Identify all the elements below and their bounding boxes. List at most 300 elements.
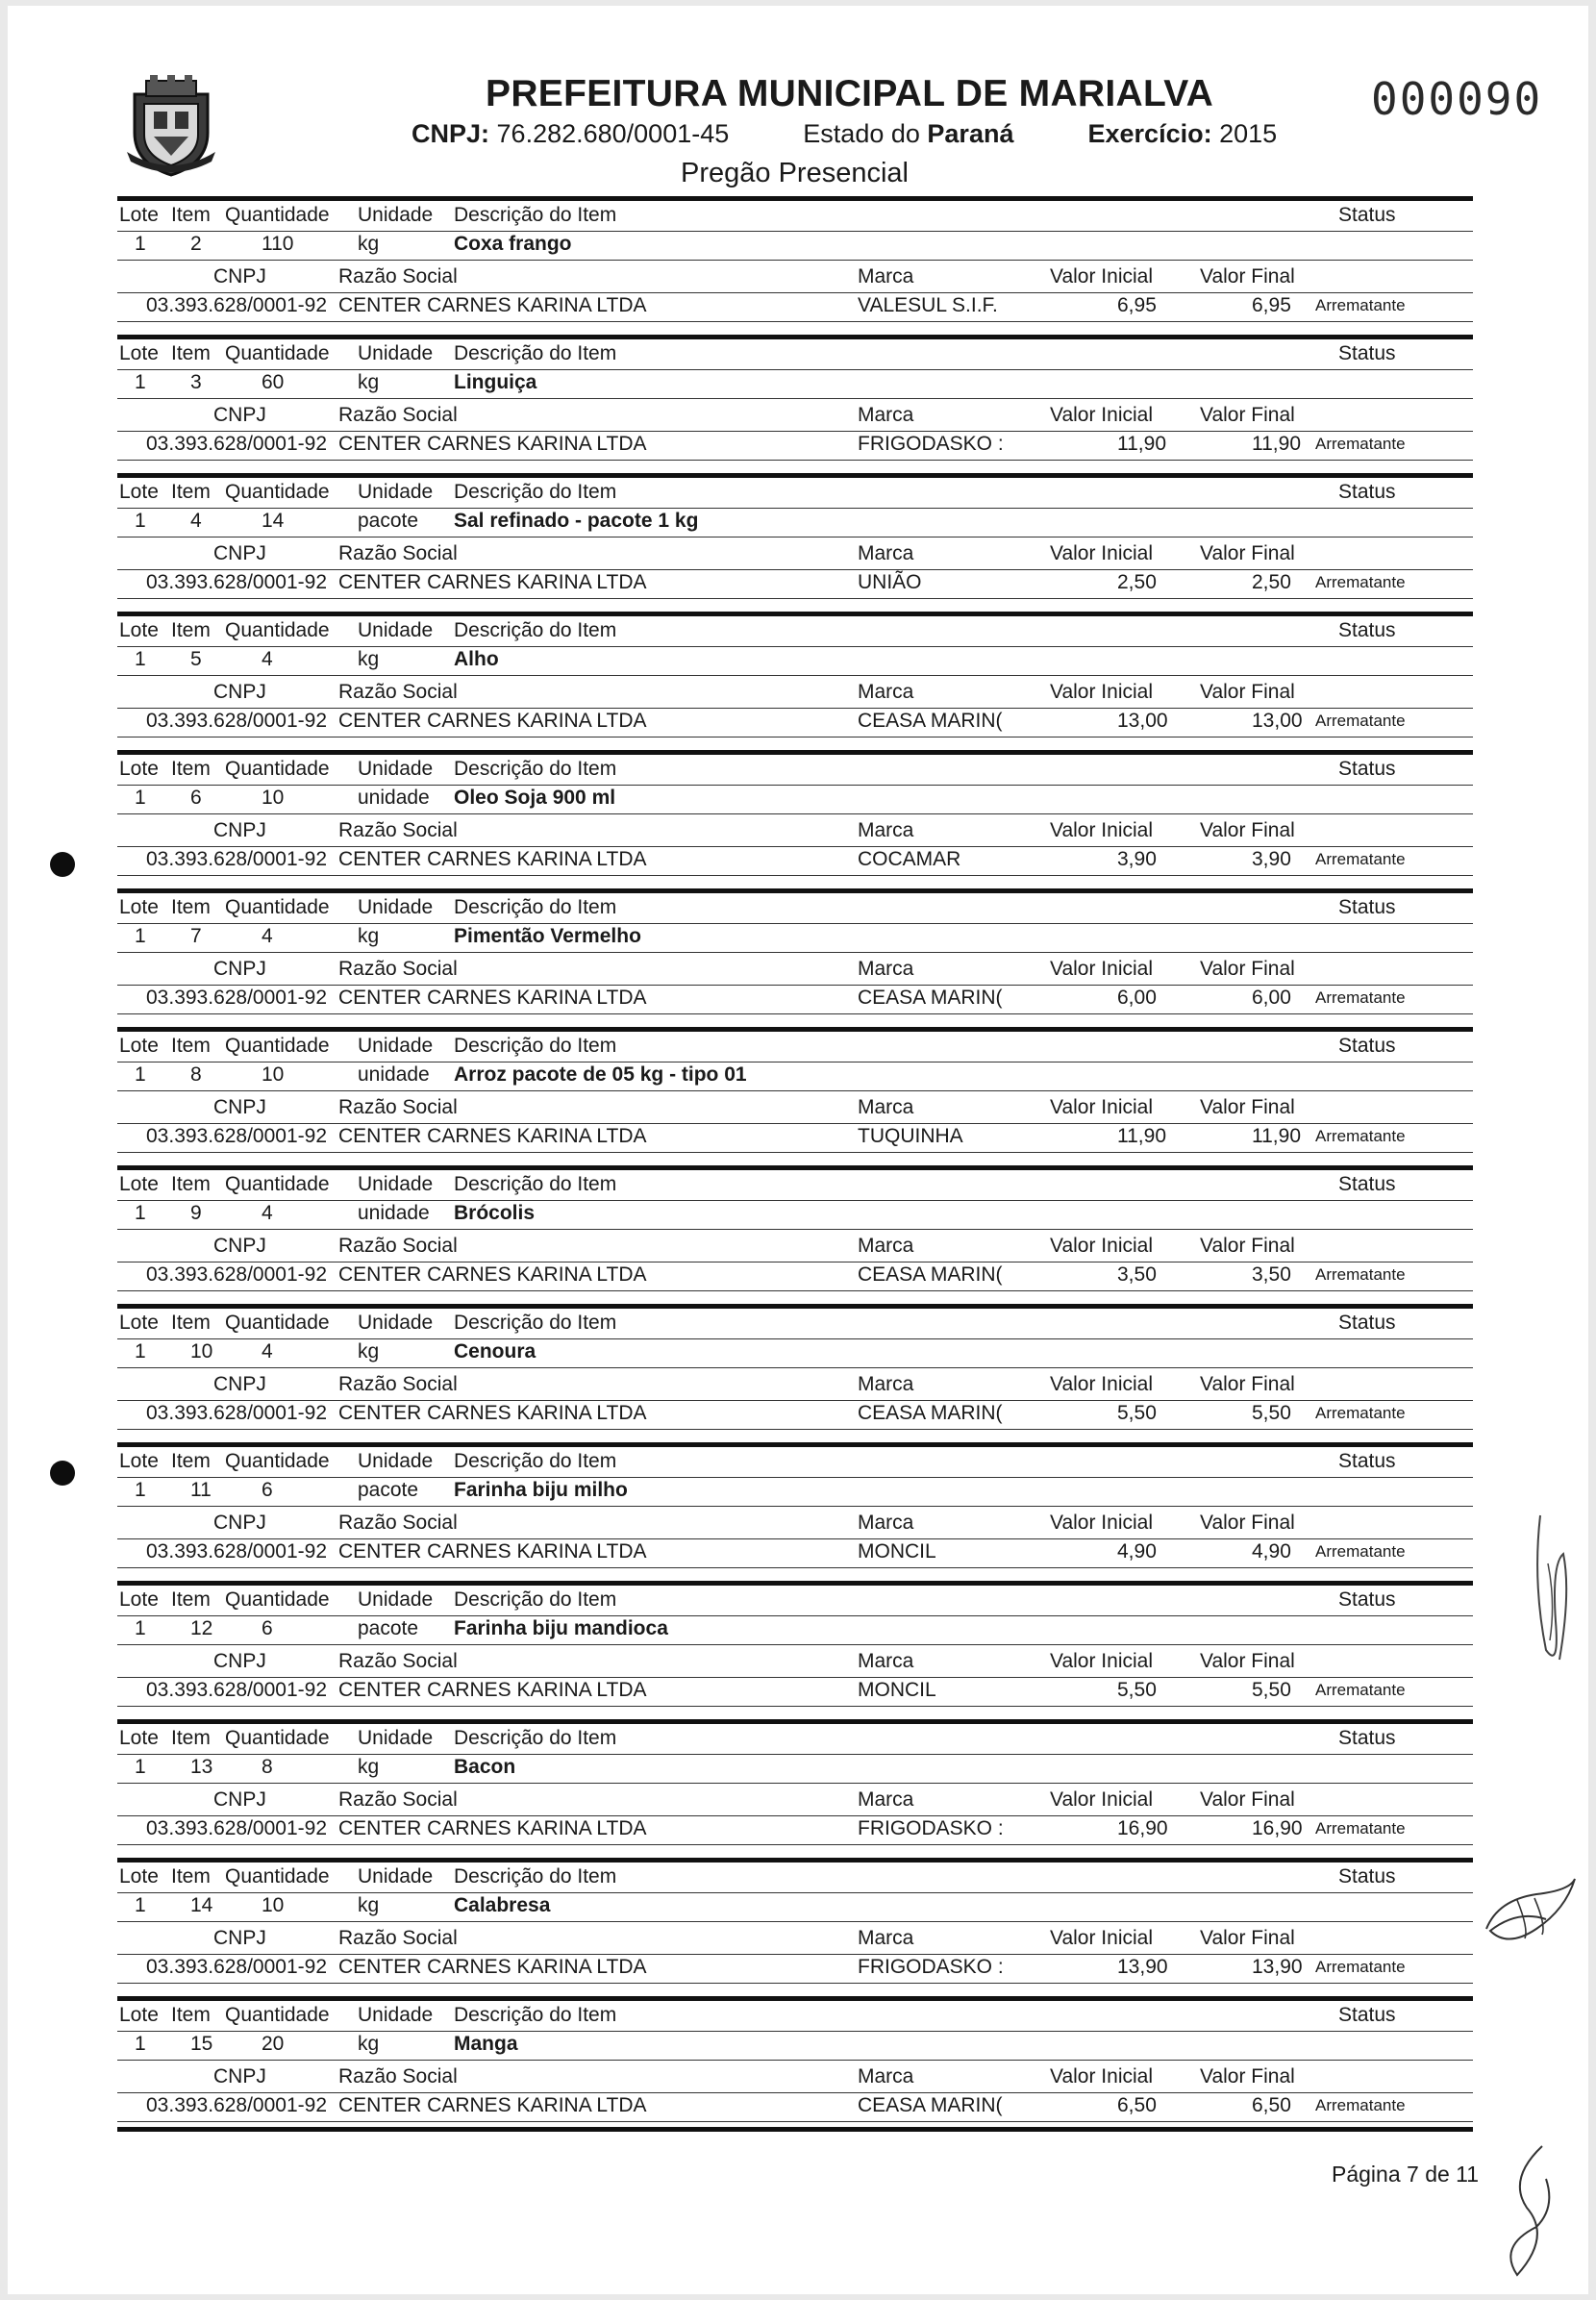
cnpj-value: 03.393.628/0001-92 (146, 571, 328, 593)
lote-value: 1 (135, 1894, 146, 1916)
bid-header-row (117, 542, 1473, 570)
bid-header-row (117, 1650, 1473, 1678)
bid-values-row (117, 1402, 1473, 1430)
razao-label: Razão Social (338, 265, 458, 288)
unidade-label: Unidade (358, 1865, 434, 1888)
quantidade-value: 4 (262, 925, 273, 947)
marca-value: VALESUL S.I.F. (858, 294, 998, 316)
block-divider (117, 1442, 1473, 1447)
quantidade-value: 110 (262, 233, 294, 255)
block-divider (117, 1304, 1473, 1309)
valor-final-value: 4,90 (1252, 1540, 1291, 1562)
valor-final-value: 6,50 (1252, 2094, 1291, 2116)
unidade-label: Unidade (358, 1173, 434, 1195)
page-title: PREFEITURA MUNICIPAL DE MARIALVA (486, 73, 1214, 114)
descricao-label: Descrição do Item (454, 896, 617, 918)
lote-value: 1 (135, 1340, 146, 1362)
marca-label: Marca (858, 1096, 914, 1118)
unidade-label: Unidade (358, 1588, 434, 1611)
unidade-value: kg (358, 1756, 380, 1778)
item-header-row (117, 1727, 1473, 1755)
bid-values-row (117, 710, 1473, 738)
items-list (117, 196, 1473, 2135)
valor-final-label: Valor Final (1200, 681, 1295, 703)
marca-label: Marca (858, 1650, 914, 1672)
unidade-value: kg (358, 1894, 380, 1916)
razao-label: Razão Social (338, 819, 458, 841)
block-divider (117, 2127, 1473, 2132)
quantidade-label: Quantidade (225, 1312, 330, 1334)
status-value: Arrematante (1315, 1127, 1406, 1145)
unidade-value: kg (358, 233, 380, 255)
descricao-label: Descrição do Item (454, 1450, 617, 1472)
item-values-row (117, 1617, 1473, 1645)
razao-value: CENTER CARNES KARINA LTDA (338, 1402, 647, 1424)
item-label: Item (171, 204, 211, 226)
block-divider (117, 1996, 1473, 2001)
item-values-row (117, 1894, 1473, 1922)
valor-final-label: Valor Final (1200, 1927, 1295, 1949)
handwritten-initial-icon (1527, 1506, 1584, 1679)
valor-inicial-label: Valor Inicial (1050, 1650, 1153, 1672)
valor-final-label: Valor Final (1200, 265, 1295, 288)
item-label: Item (171, 1173, 211, 1195)
bid-values-row (117, 987, 1473, 1014)
razao-label: Razão Social (338, 1650, 458, 1672)
unidade-value: unidade (358, 1202, 430, 1224)
unidade-label: Unidade (358, 1450, 434, 1472)
lote-label: Lote (119, 481, 159, 503)
valor-inicial-value: 13,90 (1117, 1956, 1168, 1978)
status-label: Status (1338, 204, 1396, 226)
item-value: 14 (190, 1894, 213, 1916)
status-value: Arrematante (1315, 1542, 1406, 1561)
item-values-row (117, 925, 1473, 953)
razao-label: Razão Social (338, 958, 458, 980)
valor-inicial-label: Valor Inicial (1050, 404, 1153, 426)
item-header-row (117, 1035, 1473, 1062)
valor-inicial-label: Valor Inicial (1050, 1096, 1153, 1118)
unidade-value: unidade (358, 787, 430, 809)
marca-value: MONCIL (858, 1679, 936, 1701)
item-label: Item (171, 1312, 211, 1334)
lote-label: Lote (119, 1588, 159, 1611)
descricao-label: Descrição do Item (454, 619, 617, 641)
bid-header-row (117, 404, 1473, 432)
razao-value: CENTER CARNES KARINA LTDA (338, 1540, 647, 1562)
lote-label: Lote (119, 1450, 159, 1472)
lote-label: Lote (119, 342, 159, 364)
valor-inicial-value: 6,00 (1117, 987, 1157, 1009)
cnpj-col-label: CNPJ (213, 1650, 266, 1672)
quantidade-value: 6 (262, 1479, 273, 1501)
quantidade-value: 6 (262, 1617, 273, 1639)
quantidade-label: Quantidade (225, 758, 330, 780)
item-value: 5 (190, 648, 202, 670)
exercicio-value: 2015 (1219, 119, 1278, 148)
status-value: Arrematante (1315, 712, 1406, 730)
item-header-row (117, 1588, 1473, 1616)
bid-values-row (117, 433, 1473, 461)
item-values-row (117, 510, 1473, 538)
item-label: Item (171, 1588, 211, 1611)
marca-value: FRIGODASKO : (858, 1956, 1004, 1978)
valor-final-label: Valor Final (1200, 542, 1295, 564)
block-divider (117, 1719, 1473, 1724)
bid-values-row (117, 2094, 1473, 2122)
item-values-row (117, 1479, 1473, 1507)
valor-inicial-label: Valor Inicial (1050, 1927, 1153, 1949)
item-block (117, 1858, 1473, 1996)
lote-value: 1 (135, 233, 146, 255)
item-value: 3 (190, 371, 202, 393)
bid-header-row (117, 1512, 1473, 1539)
valor-final-label: Valor Final (1200, 2065, 1295, 2088)
marca-value: FRIGODASKO : (858, 433, 1004, 455)
cnpj-value: 03.393.628/0001-92 (146, 848, 328, 870)
descricao-label: Descrição do Item (454, 758, 617, 780)
cnpj-col-label: CNPJ (213, 2065, 266, 2088)
item-label: Item (171, 619, 211, 641)
valor-final-label: Valor Final (1200, 1650, 1295, 1672)
valor-inicial-label: Valor Inicial (1050, 2065, 1153, 2088)
item-value: 7 (190, 925, 202, 947)
status-value: Arrematante (1315, 1958, 1406, 1976)
valor-final-value: 16,90 (1252, 1817, 1303, 1839)
valor-inicial-value: 4,90 (1117, 1540, 1157, 1562)
descricao-value: Linguiça (454, 371, 537, 393)
unidade-value: kg (358, 371, 380, 393)
quantidade-label: Quantidade (225, 619, 330, 641)
status-value: Arrematante (1315, 296, 1406, 314)
status-value: Arrematante (1315, 1819, 1406, 1838)
cnpj-value: 03.393.628/0001-92 (146, 1540, 328, 1562)
item-header-row (117, 1865, 1473, 1893)
quantidade-label: Quantidade (225, 1450, 330, 1472)
modality-title: Pregão Presencial (681, 158, 909, 188)
lote-value: 1 (135, 1756, 146, 1778)
descricao-value: Farinha biju mandioca (454, 1617, 668, 1639)
valor-inicial-value: 13,00 (1117, 710, 1168, 732)
lote-value: 1 (135, 1063, 146, 1086)
bid-values-row (117, 1263, 1473, 1291)
cnpj-label: CNPJ: (411, 119, 490, 148)
status-value: Arrematante (1315, 1265, 1406, 1284)
quantidade-label: Quantidade (225, 1035, 330, 1057)
quantidade-label: Quantidade (225, 342, 330, 364)
bid-header-row (117, 2065, 1473, 2093)
cnpj-value: 03.393.628/0001-92 (146, 2094, 328, 2116)
item-value: 8 (190, 1063, 202, 1086)
bid-header-row (117, 1235, 1473, 1262)
page-stamp-number: 000090 (1371, 73, 1543, 125)
lote-value: 1 (135, 1617, 146, 1639)
item-values-row (117, 371, 1473, 399)
cnpj-value: 76.282.680/0001-45 (496, 119, 730, 148)
lote-label: Lote (119, 2004, 159, 2026)
cnpj-col-label: CNPJ (213, 681, 266, 703)
descricao-label: Descrição do Item (454, 1173, 617, 1195)
status-label: Status (1338, 1865, 1396, 1888)
item-label: Item (171, 896, 211, 918)
razao-value: CENTER CARNES KARINA LTDA (338, 1817, 647, 1839)
item-value: 12 (190, 1617, 213, 1639)
status-value: Arrematante (1315, 573, 1406, 591)
page-number: Página 7 de 11 (1332, 2162, 1480, 2187)
descricao-value: Manga (454, 2033, 518, 2055)
valor-inicial-value: 16,90 (1117, 1817, 1168, 1839)
marca-value: CEASA MARIN( (858, 1263, 1003, 1286)
cnpj-col-label: CNPJ (213, 1927, 266, 1949)
cnpj-value: 03.393.628/0001-92 (146, 1125, 328, 1147)
item-header-row (117, 896, 1473, 924)
quantidade-value: 4 (262, 1202, 273, 1224)
valor-final-label: Valor Final (1200, 958, 1295, 980)
municipal-crest-icon (125, 75, 217, 179)
lote-value: 1 (135, 1202, 146, 1224)
status-label: Status (1338, 619, 1396, 641)
cnpj-value: 03.393.628/0001-92 (146, 1817, 328, 1839)
marca-label: Marca (858, 958, 914, 980)
block-divider (117, 196, 1473, 201)
descricao-value: Calabresa (454, 1894, 551, 1916)
cnpj-value: 03.393.628/0001-92 (146, 294, 328, 316)
descricao-label: Descrição do Item (454, 1588, 617, 1611)
lote-value: 1 (135, 510, 146, 532)
marca-label: Marca (858, 542, 914, 564)
razao-label: Razão Social (338, 542, 458, 564)
razao-label: Razão Social (338, 1373, 458, 1395)
marca-label: Marca (858, 2065, 914, 2088)
item-values-row (117, 648, 1473, 676)
cnpj-value: 03.393.628/0001-92 (146, 1956, 328, 1978)
descricao-label: Descrição do Item (454, 1727, 617, 1749)
unidade-value: pacote (358, 1617, 419, 1639)
unidade-value: pacote (358, 1479, 419, 1501)
quantidade-value: 60 (262, 371, 285, 393)
razao-label: Razão Social (338, 1512, 458, 1534)
item-header-row (117, 1450, 1473, 1478)
quantidade-value: 4 (262, 648, 273, 670)
valor-final-value: 6,00 (1252, 987, 1291, 1009)
valor-final-value: 2,50 (1252, 571, 1291, 593)
cnpj-value: 03.393.628/0001-92 (146, 1263, 328, 1286)
status-value: Arrematante (1315, 850, 1406, 868)
valor-inicial-value: 11,90 (1117, 1125, 1166, 1147)
razao-value: CENTER CARNES KARINA LTDA (338, 294, 647, 316)
lote-label: Lote (119, 1035, 159, 1057)
bid-header-row (117, 819, 1473, 847)
marca-label: Marca (858, 681, 914, 703)
item-block (117, 1165, 1473, 1304)
valor-final-label: Valor Final (1200, 1512, 1295, 1534)
status-label: Status (1338, 342, 1396, 364)
razao-label: Razão Social (338, 1235, 458, 1257)
status-label: Status (1338, 1450, 1396, 1472)
block-divider (117, 1581, 1473, 1586)
cnpj-value: 03.393.628/0001-92 (146, 710, 328, 732)
header-info (411, 119, 1296, 149)
item-header-row (117, 758, 1473, 786)
valor-final-value: 3,50 (1252, 1263, 1291, 1286)
bid-values-row (117, 1125, 1473, 1153)
status-value: Arrematante (1315, 1681, 1406, 1699)
item-label: Item (171, 342, 211, 364)
valor-final-value: 13,00 (1252, 710, 1303, 732)
marca-value: UNIÃO (858, 571, 922, 593)
status-label: Status (1338, 1173, 1396, 1195)
item-header-row (117, 481, 1473, 509)
handwritten-initial-icon (1488, 2140, 1565, 2285)
bid-values-row (117, 848, 1473, 876)
item-value: 13 (190, 1756, 213, 1778)
unidade-value: kg (358, 648, 380, 670)
binding-hole-icon (50, 1461, 75, 1486)
lote-label: Lote (119, 1727, 159, 1749)
razao-label: Razão Social (338, 1927, 458, 1949)
marca-value: CEASA MARIN( (858, 1402, 1003, 1424)
valor-inicial-label: Valor Inicial (1050, 1788, 1153, 1811)
cnpj-col-label: CNPJ (213, 265, 266, 288)
item-header-row (117, 1312, 1473, 1339)
razao-value: CENTER CARNES KARINA LTDA (338, 710, 647, 732)
quantidade-label: Quantidade (225, 481, 330, 503)
bid-header-row (117, 265, 1473, 293)
cnpj-value: 03.393.628/0001-92 (146, 1402, 328, 1424)
status-label: Status (1338, 1588, 1396, 1611)
quantidade-value: 20 (262, 2033, 285, 2055)
descricao-value: Coxa frango (454, 233, 572, 255)
descricao-label: Descrição do Item (454, 2004, 617, 2026)
razao-value: CENTER CARNES KARINA LTDA (338, 433, 647, 455)
lote-value: 1 (135, 2033, 146, 2055)
cnpj-col-label: CNPJ (213, 404, 266, 426)
cnpj-value: 03.393.628/0001-92 (146, 1679, 328, 1701)
handwritten-signature-icon (1479, 1871, 1584, 1958)
lote-label: Lote (119, 1865, 159, 1888)
item-values-row (117, 1202, 1473, 1230)
marca-label: Marca (858, 819, 914, 841)
item-label: Item (171, 1450, 211, 1472)
item-block (117, 1304, 1473, 1442)
descricao-label: Descrição do Item (454, 481, 617, 503)
status-value: Arrematante (1315, 435, 1406, 453)
item-values-row (117, 233, 1473, 261)
item-header-row (117, 342, 1473, 370)
descricao-label: Descrição do Item (454, 1312, 617, 1334)
marca-value: COCAMAR (858, 848, 961, 870)
quantidade-value: 8 (262, 1756, 273, 1778)
unidade-label: Unidade (358, 619, 434, 641)
item-value: 9 (190, 1202, 202, 1224)
cnpj-value: 03.393.628/0001-92 (146, 433, 328, 455)
marca-value: CEASA MARIN( (858, 2094, 1003, 2116)
bid-header-row (117, 1927, 1473, 1955)
item-header-row (117, 204, 1473, 232)
quantidade-label: Quantidade (225, 1727, 330, 1749)
item-label: Item (171, 1865, 211, 1888)
lote-value: 1 (135, 371, 146, 393)
cnpj-col-label: CNPJ (213, 542, 266, 564)
cnpj-col-label: CNPJ (213, 1788, 266, 1811)
estado-value: Paraná (927, 119, 1014, 148)
item-block (117, 196, 1473, 335)
item-values-row (117, 787, 1473, 814)
item-block (117, 612, 1473, 750)
lote-label: Lote (119, 204, 159, 226)
cnpj-col-label: CNPJ (213, 1235, 266, 1257)
valor-final-value: 11,90 (1252, 433, 1301, 455)
valor-inicial-label: Valor Inicial (1050, 1512, 1153, 1534)
descricao-value: Cenoura (454, 1340, 536, 1362)
item-label: Item (171, 481, 211, 503)
bid-values-row (117, 1956, 1473, 1984)
status-label: Status (1338, 1312, 1396, 1334)
marca-value: MONCIL (858, 1540, 936, 1562)
quantidade-value: 4 (262, 1340, 273, 1362)
valor-final-label: Valor Final (1200, 404, 1295, 426)
valor-final-value: 11,90 (1252, 1125, 1301, 1147)
valor-inicial-value: 2,50 (1117, 571, 1157, 593)
status-value: Arrematante (1315, 2096, 1406, 2114)
item-values-row (117, 1340, 1473, 1368)
lote-value: 1 (135, 648, 146, 670)
item-value: 15 (190, 2033, 213, 2055)
block-divider (117, 1027, 1473, 1032)
item-values-row (117, 1063, 1473, 1091)
marca-label: Marca (858, 1788, 914, 1811)
estado-prefix: Estado do (803, 119, 920, 148)
quantidade-label: Quantidade (225, 1588, 330, 1611)
lote-label: Lote (119, 1173, 159, 1195)
item-value: 6 (190, 787, 202, 809)
item-label: Item (171, 2004, 211, 2026)
valor-inicial-value: 5,50 (1117, 1402, 1157, 1424)
valor-inicial-value: 3,50 (1117, 1263, 1157, 1286)
cnpj-col-label: CNPJ (213, 1096, 266, 1118)
valor-inicial-value: 6,50 (1117, 2094, 1157, 2116)
lote-label: Lote (119, 1312, 159, 1334)
cnpj-col-label: CNPJ (213, 819, 266, 841)
razao-label: Razão Social (338, 1788, 458, 1811)
descricao-value: Bacon (454, 1756, 516, 1778)
lote-label: Lote (119, 896, 159, 918)
marca-label: Marca (858, 1235, 914, 1257)
item-value: 2 (190, 233, 202, 255)
razao-value: CENTER CARNES KARINA LTDA (338, 1125, 647, 1147)
descricao-value: Sal refinado - pacote 1 kg (454, 510, 699, 532)
unidade-label: Unidade (358, 342, 434, 364)
item-header-row (117, 2004, 1473, 2032)
item-block (117, 335, 1473, 473)
block-divider (117, 335, 1473, 339)
bid-values-row (117, 1817, 1473, 1845)
item-value: 11 (190, 1479, 212, 1501)
quantidade-value: 14 (262, 510, 285, 532)
block-divider (117, 750, 1473, 755)
unidade-value: pacote (358, 510, 419, 532)
item-label: Item (171, 1035, 211, 1057)
bid-header-row (117, 1373, 1473, 1401)
unidade-label: Unidade (358, 758, 434, 780)
status-label: Status (1338, 758, 1396, 780)
item-block (117, 1581, 1473, 1719)
binding-hole-icon (50, 852, 75, 877)
valor-inicial-label: Valor Inicial (1050, 265, 1153, 288)
lote-label: Lote (119, 619, 159, 641)
descricao-label: Descrição do Item (454, 1865, 617, 1888)
marca-label: Marca (858, 265, 914, 288)
